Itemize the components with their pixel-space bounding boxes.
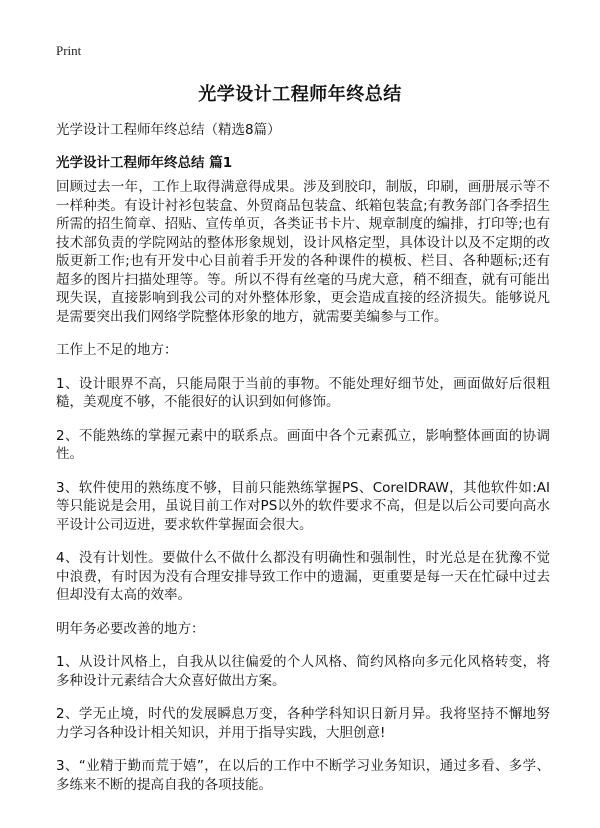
section-heading: 光学设计工程师年终总结 篇1 (56, 155, 233, 171)
paragraph-intro: 回顾过去一年，工作上取得满意得成果。涉及到胶印，制版，印刷，画册展示等不一样种类。有设计衬衫包装盒、外贸商品包装盒、纸箱包装盒;有教务部门各季招生所需的招生简章、招贴、宣传单页，各类证书卡片、规章制度的编排，打印等;也有技术部负责的学院网站的整体形象规划，设计风格定型，具体设计以及不定期的改版更新工作;也有开发中心目前着手开发的各种课件的模板、栏目、各种题标;还有超多的图片扫描处理等。等。所以不得有丝毫的马虎大意，稍不细查，就有可能出现失误，直接影响到我公司的对外整体形象，更会造成直接的经济损失。能够说凡是需要突出我们网络学院整体形象的地方，就需要美编参与工作。 (56, 179, 550, 325)
paragraph-improvements-heading: 明年务必要改善的地方： (56, 620, 205, 637)
document-subtitle: 光学设计工程师年终总结（精选8篇） (56, 122, 281, 138)
document-title: 光学设计工程师年终总结 (198, 84, 402, 105)
paragraph-shortcoming-2: 2、不能熟练的掌握元素中的联系点。画面中各个元素孤立，影响整体画面的协调性。 (56, 427, 550, 462)
paragraph-shortcoming-4: 4、没有计划性。要做什么不做什么都没有明确性和强制性，时光总是在犹豫不觉中浪费，有时因为没有合理安排导致工作中的遗漏，更重要是每一天在忙碌中过去但却没有太高的效率。 (56, 550, 550, 603)
document-body (56, 178, 550, 809)
paragraph-improvement-1: 1、从设计风格上，自我从以往偏爱的个人风格、简约风格向多元化风格转变，将多种设计元素结合大众喜好做出方案。 (56, 654, 550, 689)
paragraph-shortcomings-heading: 工作上不足的地方： (56, 342, 178, 358)
paragraph-shortcoming-1: 1、设计眼界不高，只能局限于当前的事物。不能处理好细节处，画面做好后很粗糙，美观度不够，不能很好的认识到如何修饰。 (56, 375, 550, 410)
paragraph-improvement-3: 3、“业精于勤而荒于嬉”，在以后的工作中不断学习业务知识，通过多看、多学、多练来不断的提高自我的各项技能。 (56, 758, 550, 793)
paragraph-shortcoming-3: 3、软件使用的熟练度不够，目前只能熟练掌握PS、CorelDRAW，其他软件如:AI等只能说是会用，虽说目前工作对PS以外的软件要求不高，但是以后公司要向高水平设计公司迈进，要求软件掌握面会很大。 (56, 479, 550, 533)
print-label: Print (56, 43, 82, 58)
paragraph-improvement-2: 2、学无止境，时代的发展瞬息万变，各种学科知识日新月异。我将坚持不懈地努力学习各种设计相关知识，并用于指导实践，大胆创意! (56, 706, 550, 741)
